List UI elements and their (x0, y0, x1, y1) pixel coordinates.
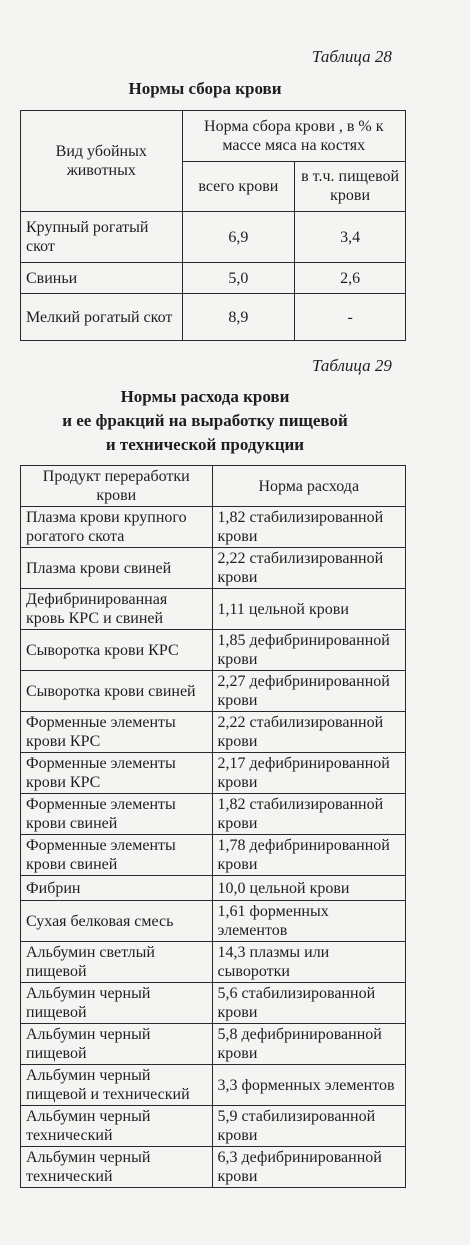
total-cell: 6,9 (182, 212, 295, 263)
header-animal-type: Вид убойных животных (21, 111, 183, 212)
product-cell: Форменные элементы крови КРС (21, 712, 213, 753)
header-total-blood: всего крови (182, 161, 295, 212)
norm-cell: 5,6 стабилизированной крови (212, 983, 405, 1024)
norm-cell: 2,27 дефибринированной крови (212, 671, 405, 712)
table-row (21, 630, 406, 671)
product-cell: Альбумин черный пищевой (21, 983, 213, 1024)
table-row (21, 983, 406, 1024)
product-cell: Форменные элементы крови свиней (21, 794, 213, 835)
norm-cell: 1,82 стабилизированной крови (212, 507, 405, 548)
norm-cell: 1,61 форменных элементов (212, 901, 405, 942)
table-row (21, 942, 406, 983)
header-norm: Норма расхода (212, 466, 405, 507)
table-row (21, 507, 406, 548)
norm-cell: 10,0 цельной крови (212, 876, 405, 901)
product-cell: Сыворотка крови свиней (21, 671, 213, 712)
product-cell: Альбумин черный пищевой (21, 1024, 213, 1065)
table29-title-line1: Нормы расхода крови (120, 387, 290, 406)
table-row (21, 901, 406, 942)
product-cell: Сухая белковая смесь (21, 901, 213, 942)
table-header-row (21, 111, 406, 162)
product-cell: Альбумин черный технический (21, 1147, 213, 1188)
product-cell: Альбумин черный технический (21, 1106, 213, 1147)
table-row (21, 263, 406, 294)
norm-cell: 1,11 цельной крови (212, 589, 405, 630)
table-row (21, 835, 406, 876)
table28-title: Нормы сбора крови (128, 79, 282, 98)
product-cell: Плазма крови крупного рогатого скота (21, 507, 213, 548)
norm-cell: 5,9 стабилизированной крови (212, 1106, 405, 1147)
product-cell: Дефибринированная кровь КРС и свиней (21, 589, 213, 630)
food-cell: 2,6 (295, 263, 406, 294)
table-row (21, 1147, 406, 1188)
product-cell: Форменные элементы крови свиней (21, 835, 213, 876)
table-row (21, 212, 406, 263)
product-cell: Альбумин черный пищевой и технический (21, 1065, 213, 1106)
norm-cell: 14,3 плазмы или сыворотки (212, 942, 405, 983)
product-cell: Плазма крови свиней (21, 548, 213, 589)
norm-cell: 1,82 стабилизированной крови (212, 794, 405, 835)
total-cell: 8,9 (182, 294, 295, 341)
table29-title-line3: и технической продукции (105, 435, 305, 454)
norm-cell: 2,22 стабилизированной крови (212, 712, 405, 753)
total-cell: 5,0 (182, 263, 295, 294)
product-cell: Сыворотка крови КРС (21, 630, 213, 671)
norm-cell: 2,17 дефибринированной крови (212, 753, 405, 794)
norm-cell: 5,8 дефибринированной крови (212, 1024, 405, 1065)
table-header-row (21, 466, 406, 507)
product-cell: Фибрин (21, 876, 213, 901)
header-norm: Норма сбора крови , в % к массе мяса на костях (182, 111, 405, 162)
table-row (21, 1065, 406, 1106)
animal-cell: Крупный рогатый скот (21, 212, 183, 263)
table-row (21, 589, 406, 630)
table-row (21, 1106, 406, 1147)
table-row (21, 671, 406, 712)
product-cell: Альбумин светлый пищевой (21, 942, 213, 983)
table-row (21, 753, 406, 794)
norm-cell: 3,3 форменных элементов (212, 1065, 405, 1106)
product-cell: Форменные элементы крови КРС (21, 753, 213, 794)
table28-caption: Таблица 28 (312, 47, 392, 66)
table-row (21, 1024, 406, 1065)
table-row (21, 712, 406, 753)
table-row (21, 548, 406, 589)
blood-consumption-table (20, 465, 406, 1188)
header-food-blood: в т.ч. пищевой крови (295, 161, 406, 212)
header-product: Продукт переработки крови (21, 466, 213, 507)
table-row (21, 876, 406, 901)
table29-title-line2: и ее фракций на выработку пищевой (62, 411, 348, 430)
food-cell: 3,4 (295, 212, 406, 263)
norm-cell: 6,3 дефибринированной крови (212, 1147, 405, 1188)
table-row (21, 794, 406, 835)
table29-caption: Таблица 29 (312, 356, 392, 375)
norm-cell: 1,85 дефибринированной крови (212, 630, 405, 671)
food-cell: - (295, 294, 406, 341)
animal-cell: Свиньи (21, 263, 183, 294)
norm-cell: 1,78 дефибринированной крови (212, 835, 405, 876)
animal-cell: Мелкий рогатый скот (21, 294, 183, 341)
norm-cell: 2,22 стабилизированной крови (212, 548, 405, 589)
blood-collection-table (20, 110, 406, 341)
table-row (21, 294, 406, 341)
